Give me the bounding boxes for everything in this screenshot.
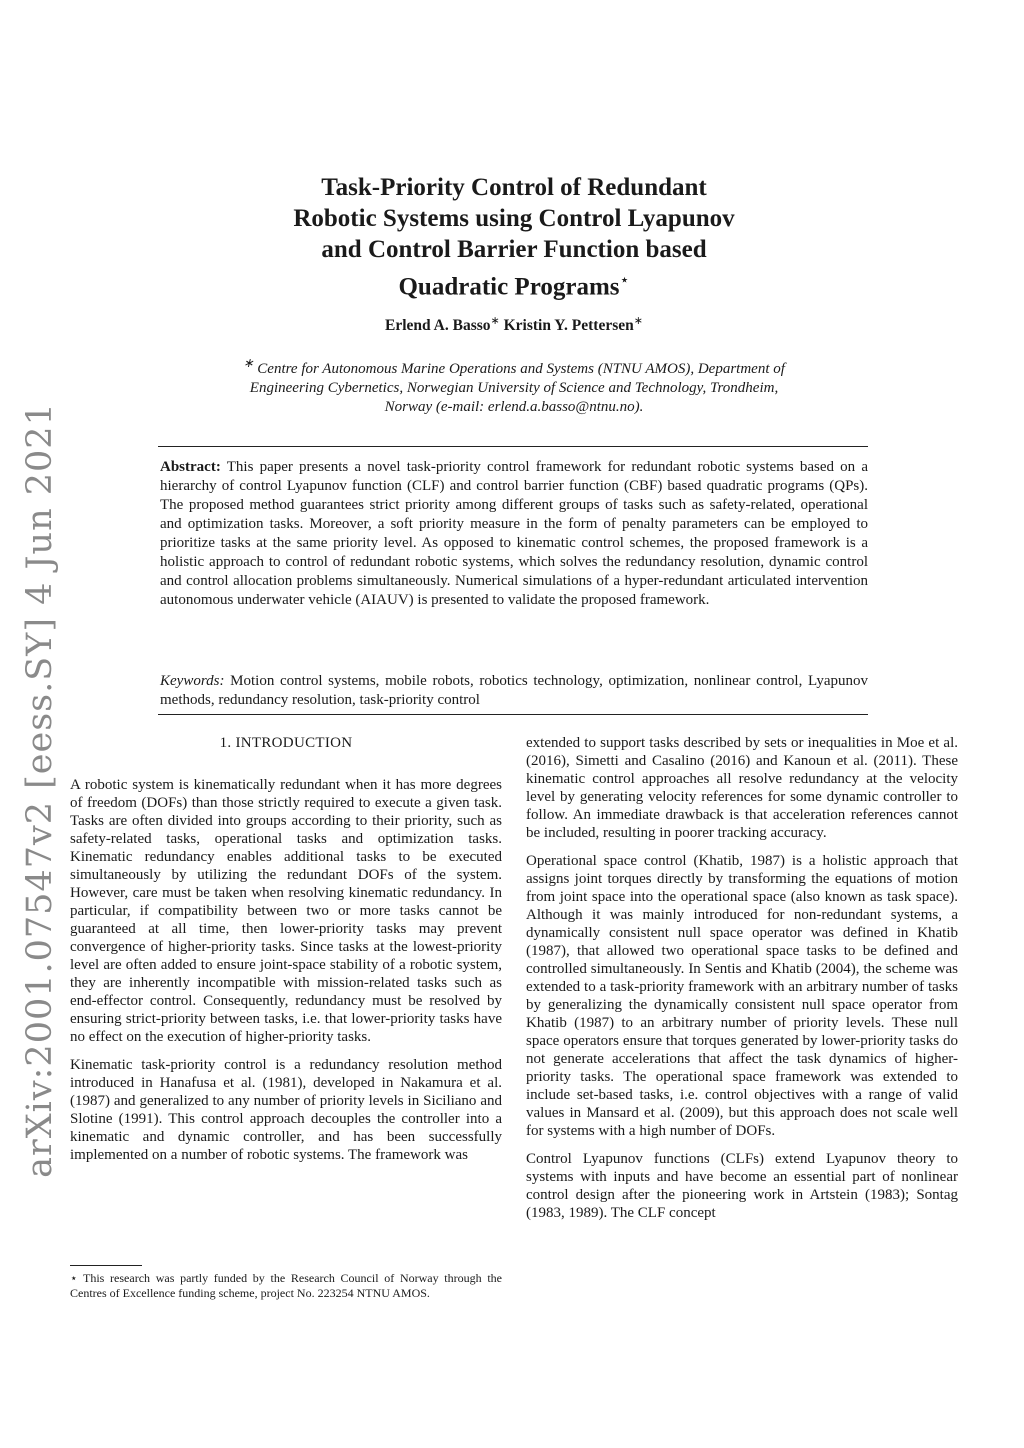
keywords-label: Keywords: (160, 673, 225, 689)
body-paragraph: A robotic system is kinematically redundant when it has more degrees of freedom (DOFs) than those strictly required to execute a given task. Tasks are often divided into groups according to their priority, such as safety-related tasks, operational tasks and optimization tasks. Kinematic redundancy enables additional tasks to be executed simultaneously by utilizing the redundant DOFs of the system. However, care must be taken when resolving kinematic redundancy. In particular, if compatibility between two or more tasks cannot be guaranteed at all time, then lower-priority tasks may prevent convergence of higher-priority tasks. Since tasks at the lowest-priority level are often added to ensure joint-space stability of a robotic system, they are inherently incompatible with mission-related tasks such as end-effector control. Consequently, redundancy must be resolved by ensuring strict-priority between tasks, i.e. that lower-priority tasks have no effect on the execution of higher-priority tasks. (70, 777, 502, 1045)
left-column (70, 734, 502, 1174)
author-name: Kristin Y. Pettersen (503, 317, 634, 335)
footnote-rule (70, 1265, 142, 1266)
affiliation-text: Centre for Autonomous Marine Operations and Systems (NTNU AMOS), Department of Engineering Cybernetics, Norwegian University of Science and Technology, Trondheim, Norway (e-mail: erlend.a.basso@ntnu.no). (249, 361, 785, 415)
title-line-text: Quadratic Programs (398, 273, 620, 301)
arxiv-identifier-text: arXiv:2001.07547v2 [eess.SY] 4 Jun 2021 (20, 402, 60, 1178)
keywords (160, 672, 868, 710)
abstract (160, 458, 868, 610)
title-line: Task-Priority Control of Redundant (321, 174, 707, 201)
author-list (160, 314, 868, 335)
affiliation (230, 354, 798, 417)
body-paragraph: Control Lyapunov functions (CLFs) extend Lyapunov theory to systems with inputs and have become an essential part of nonlinear control design after the pioneering work in Artstein (1983); Sontag (1983, 1989). The CLF concept (526, 1151, 958, 1221)
paper-title (160, 172, 868, 302)
author-affiliation-mark: ∗ (490, 315, 500, 327)
author-affiliation-mark: ∗ (633, 315, 643, 327)
author-name: Erlend A. Basso (385, 317, 491, 335)
title-line: Robotic Systems using Control Lyapunov (293, 205, 735, 232)
footnote (70, 1271, 502, 1301)
section-heading: 1. INTRODUCTION (219, 735, 353, 751)
body-paragraph: Operational space control (Khatib, 1987) is a holistic approach that assigns joint torques directly by transforming the equations of motion from joint space into the operational space (also known as task space). Although it was mainly introduced for non-redundant systems, a dynamically consistent null space operator was defined in Khatib (1987), that allowed two operational space tasks to be defined and controlled simultaneously. In Sentis and Khatib (2004), the scheme was extended to a task-priority framework with an arbitrary number of tasks by generalizing the dynamically consistent null space operator from Khatib (1987) to an arbitrary number of priority levels. These null space operators ensure that torques generated by lower-priority tasks do not generate accelerations that affect the task dynamics of higher-priority tasks. The operational space framework was extended to include set-based tasks, i.e. control objectives with a range of valid values in Mansard et al. (2009), but this approach does not scale well for systems with a high number of DOFs. (526, 853, 958, 1139)
footnote-text: This research was partly funded by the Research Council of Norway through the Centres of Excellence funding scheme, project No. 223254 NTNU AMOS. (70, 1271, 502, 1300)
title-line: and Control Barrier Function based (321, 236, 707, 263)
title-footnote-mark: ⋆ (619, 272, 630, 289)
body-paragraph: Kinematic task-priority control is a redundancy resolution method introduced in Hanafusa et al. (1981), developed in Nakamura et al. (1987) and generalized to any number of priority levels in Siciliano and Slotine (1991). This control approach decouples the controller into a kinematic and dynamic controller, and has been successfully implemented on a number of robotic systems. The framework was (70, 1057, 502, 1163)
title-line (160, 265, 868, 302)
abstract-bottom-rule (158, 714, 868, 715)
keywords-text: Motion control systems, mobile robots, robotics technology, optimization, nonlinear control, Lyapunov methods, redundancy resolution, task-priority control (160, 673, 868, 708)
abstract-label: Abstract: (160, 459, 221, 475)
affiliation-mark: ∗ (243, 356, 254, 370)
arxiv-identifier (20, 402, 60, 1178)
abstract-top-rule (158, 446, 868, 447)
right-column (526, 734, 958, 1232)
footnote-mark: ⋆ (70, 1271, 78, 1285)
abstract-text: This paper presents a novel task-priority control framework for redundant robotic systems based on a hierarchy of control Lyapunov function (CLF) and control barrier function (CBF) based quadratic programs (QPs). The proposed method guarantees strict priority among different groups of tasks such as safety-related, operational and optimization tasks. Moreover, a soft priority measure in the form of penalty parameters can be employed to prioritize tasks at the same priority level. As opposed to kinematic control schemes, the proposed framework is a holistic approach to control of redundant robotic systems, which solves the redundancy resolution, dynamic control and control allocation problems simultaneously. Numerical simulations of a hyper-redundant articulated intervention autonomous underwater vehicle (AIAUV) is presented to validate the proposed framework. (160, 459, 868, 608)
body-paragraph: extended to support tasks described by sets or inequalities in Moe et al. (2016), Simetti and Casalino (2016) and Kanoun et al. (2011). These kinematic control approaches all resolve redundancy at the velocity level by generating velocity references for some dynamic controller to follow. An immediate drawback is that acceleration references cannot be included, resulting in poorer tracking accuracy. (526, 735, 958, 841)
